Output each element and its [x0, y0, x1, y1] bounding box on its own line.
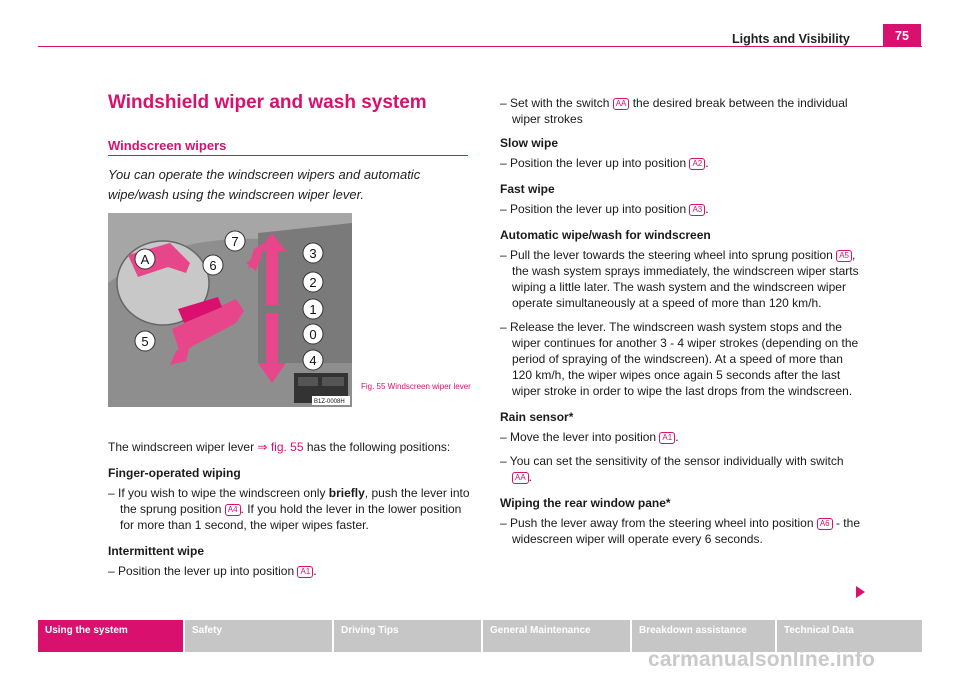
watermark: carmanualsonline.info — [648, 648, 876, 671]
intermittent-text: – Position the lever up into position A1 . — [108, 564, 317, 578]
callout-1: 1 — [309, 302, 317, 317]
position-badge-a5: A5 — [836, 250, 852, 262]
position-badge-a6: A6 — [817, 518, 833, 530]
callout-2: 2 — [309, 275, 317, 290]
sensitivity-text: – You can set the sensitivity of the sensor individually with switch AA . — [500, 454, 844, 484]
slow-wipe-heading: Slow wipe — [500, 136, 559, 150]
subsection-rule — [108, 155, 468, 156]
positions-lead: The windscreen wiper lever ⇒ fig. 55 has the following positions: — [108, 440, 451, 454]
intro-paragraph: You can operate the windscreen wipers and automatic wipe/wash using the windscreen wiper lever. — [108, 167, 421, 202]
tab-driving-tips[interactable]: Driving Tips — [334, 620, 481, 652]
wiper-lever-figure — [108, 213, 352, 407]
tab-technical-data[interactable]: Technical Data — [777, 620, 922, 652]
fast-wipe-heading: Fast wipe — [500, 182, 555, 196]
rain-sensor-heading: Rain sensor* — [500, 410, 574, 424]
header-rule — [38, 46, 922, 47]
tab-using-the-system[interactable]: Using the system — [38, 620, 183, 652]
finger-wiping-heading: Finger-operated wiping — [108, 466, 241, 480]
rain-sensor-text: – Move the lever into position A1 . — [500, 430, 679, 444]
wiper-lever-illustration — [108, 213, 352, 407]
auto-wash-heading: Automatic wipe/wash for windscreen — [500, 228, 711, 242]
slow-wipe-text: – Position the lever up into position A2 . — [500, 156, 709, 170]
callout-3: 3 — [309, 246, 317, 261]
position-badge-a1: A1 — [297, 566, 313, 578]
figure-caption: Fig. 55 Windscreen wiper lever — [361, 382, 471, 391]
release-lever-text: – Release the lever. The windscreen wash system stops and the wiper continues for another 3 - 4 wiper strokes (depending on the period of spraying of the windscreen). At a speed of more than 120 km/h, the wiper wipes once again 5 seconds after the last wiper stroke in order to wipe the last drops from the windscreen. — [500, 320, 859, 398]
switch-badge-aa: AA — [613, 98, 630, 110]
left-column — [108, 439, 472, 579]
position-badge-a4: A4 — [225, 504, 241, 516]
figure-link[interactable]: fig. 55 — [270, 440, 304, 454]
subsection-title: Windscreen wipers — [108, 138, 227, 153]
interval-switch-text: – Set with the switch AA the desired break between the individual wiper strokes — [500, 96, 848, 126]
page-number: 75 — [883, 24, 921, 47]
switch-badge-aa-sensitivity: AA — [512, 472, 529, 484]
auto-wash-text: – Pull the lever towards the steering wheel into sprung position A5 , the wash system sprays immediately, the windscreen wiper starts wiping a little later. The wash system and the windscreen wiper operate simultaneously at a speed of more than 120 km/h. — [500, 248, 859, 310]
position-badge-a3: A3 — [689, 204, 705, 216]
callout-A: A — [140, 252, 150, 267]
tab-breakdown-assistance[interactable]: Breakdown assistance — [632, 620, 775, 652]
fast-wipe-text: – Position the lever up into position A3 . — [500, 202, 709, 216]
callout-0: 0 — [309, 327, 317, 342]
callout-4: 4 — [309, 353, 317, 368]
ref-arrow-icon: ⇒ — [257, 440, 268, 454]
position-badge-a1-rain: A1 — [659, 432, 675, 444]
section-title: Windshield wiper and wash system — [108, 92, 427, 113]
right-column — [500, 95, 860, 547]
callout-6: 6 — [209, 258, 217, 273]
rear-window-heading: Wiping the rear window pane* — [500, 496, 671, 510]
tab-general-maintenance[interactable]: General Maintenance — [483, 620, 630, 652]
position-badge-a2: A2 — [689, 158, 705, 170]
intermittent-heading: Intermittent wipe — [108, 544, 205, 558]
figure-code: B1Z-0008H — [314, 399, 345, 405]
tab-safety[interactable]: Safety — [185, 620, 332, 652]
continue-arrow-icon — [856, 586, 865, 598]
rear-window-text: – Push the lever away from the steering wheel into position A6 - the widescreen wiper will operate every 6 seconds. — [500, 516, 860, 546]
finger-wiping-text: – If you wish to wipe the windscreen only briefly, push the lever into the sprung position A4 . If you hold the lever in the lower position for more than 1 second, the wiper wipes faster. — [108, 486, 470, 532]
callout-5: 5 — [141, 334, 149, 349]
running-header-title: Lights and Visibility — [732, 32, 850, 46]
callout-7: 7 — [231, 234, 239, 249]
